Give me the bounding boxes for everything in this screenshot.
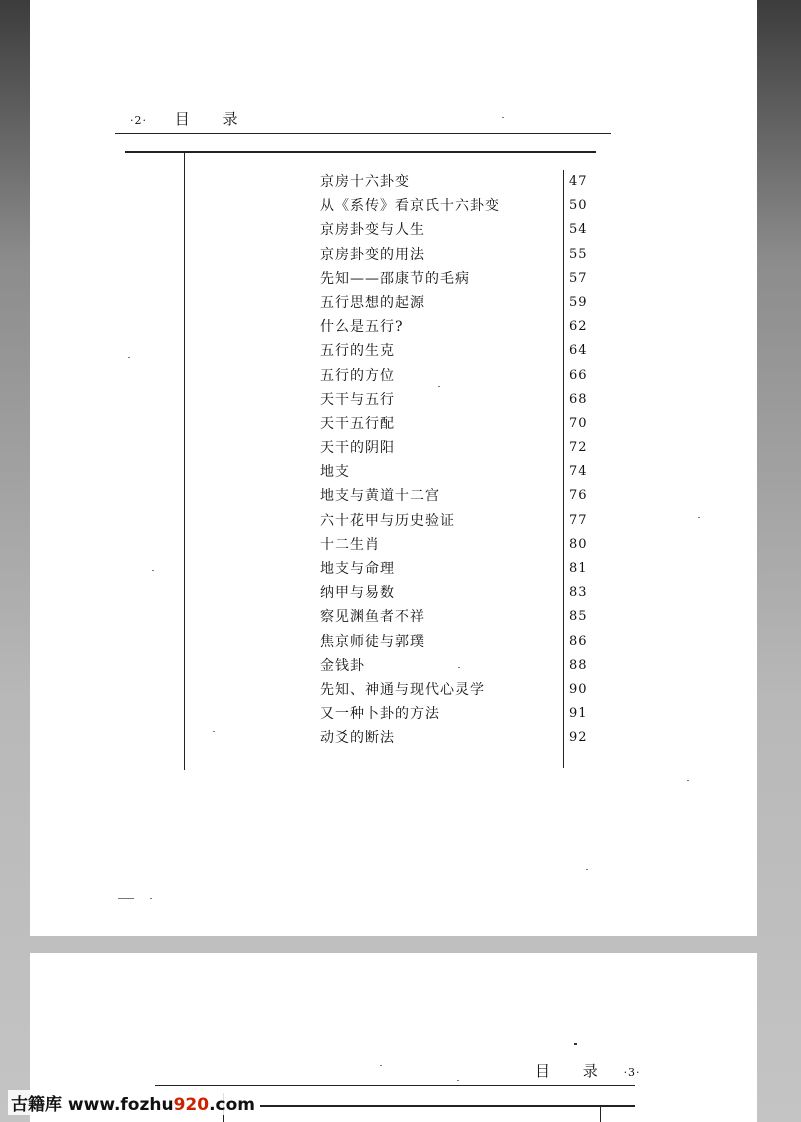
header-title: 目 录	[174, 110, 252, 128]
toc-entry-page: 55	[569, 246, 588, 262]
toc-entry	[320, 269, 610, 293]
toc-entry-title: 动爻的断法	[320, 730, 395, 747]
toc-entry-title: 天干五行配	[320, 415, 395, 432]
toc-entry-title: 先知——邵康节的毛病	[320, 270, 470, 287]
toc-entry-page: 76	[569, 488, 588, 504]
scan-speck	[128, 357, 130, 358]
toc-entry	[320, 728, 610, 752]
toc-entry	[320, 366, 610, 390]
toc-entry	[320, 462, 610, 486]
toc-entry	[320, 486, 610, 510]
scan-speck	[150, 898, 152, 899]
page-number: ·3·	[623, 1066, 641, 1079]
page-header	[535, 1060, 641, 1081]
toc-entry-title: 五行思想的起源	[320, 294, 425, 311]
toc-entry-page: 47	[569, 174, 588, 189]
toc-entry-page: 85	[569, 609, 588, 625]
toc-entry	[320, 414, 610, 438]
header-title: 目 录	[535, 1062, 612, 1080]
toc-entry	[320, 293, 610, 317]
toc-entry	[320, 390, 610, 414]
page-number: ·2·	[130, 114, 147, 127]
toc-entry-title: 京房十六卦变	[320, 174, 410, 190]
watermark-text: 古籍库 www.fozhu	[11, 1095, 174, 1115]
toc-entry	[320, 438, 610, 462]
toc-entry-title: 地支与命理	[320, 561, 395, 577]
scan-speck	[213, 731, 215, 732]
toc-entry-page: 77	[569, 512, 588, 528]
toc-entry	[320, 632, 610, 656]
toc-entry	[320, 245, 610, 269]
toc-entry-page: 68	[569, 391, 588, 407]
toc-entry-title: 又一种卜卦的方法	[320, 706, 440, 723]
watermark-accent: 920	[173, 1095, 210, 1115]
toc-entry-page: 62	[569, 319, 588, 335]
page-header	[130, 108, 252, 129]
toc-entry	[320, 680, 610, 704]
scan-speck	[687, 780, 689, 781]
toc-entry	[320, 196, 610, 220]
toc-entry-page: 66	[569, 367, 588, 383]
header-rule	[115, 133, 611, 134]
toc-entry-title: 十二生肖	[320, 536, 380, 553]
toc-entry-title: 察见渊鱼者不祥	[320, 609, 425, 626]
scan-speck	[586, 869, 588, 870]
toc-entry	[320, 656, 610, 680]
toc-entry-title: 从《系传》看京氏十六卦变	[320, 198, 500, 215]
toc-entry	[320, 317, 610, 341]
site-watermark	[8, 1090, 258, 1115]
toc-entry-page: 80	[569, 536, 588, 552]
toc-entry	[320, 607, 610, 631]
scan-speck	[380, 1065, 382, 1066]
toc-entry-page: 57	[569, 270, 588, 286]
toc-entry-title: 五行的生克	[320, 343, 395, 360]
toc-entry	[320, 511, 610, 535]
header-rule	[155, 1085, 635, 1086]
toc-entry	[320, 220, 610, 244]
toc-entry-page: 74	[569, 464, 588, 480]
toc-entry-page: 70	[569, 415, 588, 431]
toc-entry-page: 91	[569, 706, 588, 722]
table-of-contents	[320, 172, 610, 753]
toc-entry-page: 92	[569, 730, 588, 746]
toc-entry	[320, 559, 610, 583]
toc-entry-page: 83	[569, 585, 588, 601]
scan-speck	[502, 117, 504, 118]
toc-entry-title: 纳甲与易数	[320, 585, 395, 602]
toc-entry-page: 90	[569, 681, 588, 697]
toc-entry-page: 64	[569, 343, 588, 359]
toc-entry-title: 焦京师徒与郭璞	[320, 633, 425, 650]
toc-entry-page: 72	[569, 440, 588, 456]
toc-entry	[320, 583, 610, 607]
toc-entry	[320, 172, 610, 196]
toc-entry-title: 天干与五行	[320, 391, 395, 408]
toc-entry-title: 地支与黄道十二宫	[320, 488, 440, 505]
toc-entry-title: 五行的方位	[320, 367, 395, 384]
table-left-border	[184, 151, 185, 770]
toc-entry-title: 京房卦变与人生	[320, 222, 425, 239]
scan-speck	[152, 570, 154, 571]
toc-entry-title: 京房卦变的用法	[320, 246, 425, 263]
scan-speck	[698, 517, 700, 518]
toc-entry-title: 六十花甲与历史验证	[320, 512, 455, 529]
scan-speck	[438, 386, 440, 387]
watermark-tail: .com	[209, 1095, 256, 1115]
table-top-rule	[260, 1105, 635, 1107]
toc-entry-page: 50	[569, 198, 588, 214]
toc-entry-page: 54	[569, 222, 588, 238]
scan-speck	[458, 667, 460, 668]
scan-speck	[457, 1080, 459, 1081]
document-page-2	[30, 0, 757, 936]
toc-entry-title: 什么是五行?	[320, 319, 404, 336]
toc-entry-title: 天干的阴阳	[320, 440, 395, 457]
table-top-rule	[125, 151, 596, 153]
scan-speck	[574, 1043, 577, 1045]
toc-entry-title: 地支	[320, 464, 350, 481]
scan-speck	[118, 898, 134, 899]
toc-entry-page: 86	[569, 633, 588, 649]
toc-entry-title: 金钱卦	[320, 657, 365, 674]
table-page-column-border	[600, 1105, 601, 1122]
toc-entry	[320, 535, 610, 559]
toc-entry	[320, 704, 610, 728]
toc-entry-page: 59	[569, 294, 588, 310]
toc-entry-page: 81	[569, 561, 588, 576]
toc-entry	[320, 341, 610, 365]
toc-entry-page: 88	[569, 657, 588, 673]
toc-entry-title: 先知、神通与现代心灵学	[320, 681, 485, 698]
